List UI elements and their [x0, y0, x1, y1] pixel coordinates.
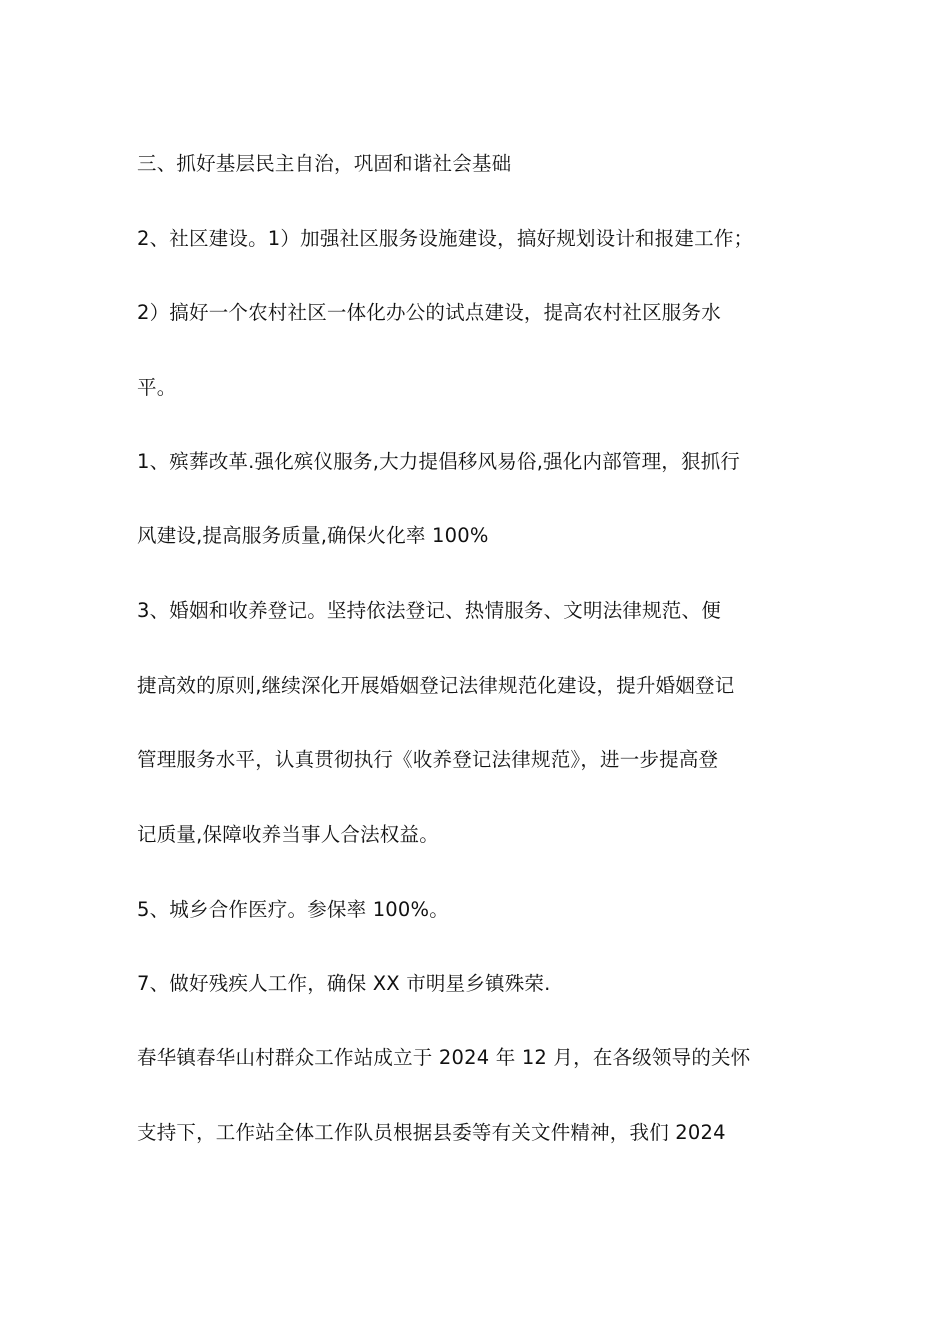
- paragraph-line: 支持下，工作站全体工作队员根据县委等有关文件精神，我们 2024: [137, 1121, 726, 1144]
- paragraph-line: 2）搞好一个农村社区一体化办公的试点建设，提高农村社区服务水: [137, 301, 721, 324]
- paragraph-line: 管理服务水平，认真贯彻执行《收养登记法律规范》，进一步提高登: [137, 748, 719, 771]
- paragraph-line: 1、殡葬改革.强化殡仪服务,大力提倡移风易俗,强化内部管理，狠抓行: [137, 450, 741, 473]
- paragraph-line: 3、婚姻和收养登记。坚持依法登记、热情服务、文明法律规范、便: [137, 599, 721, 622]
- paragraph-line: 7、做好残疾人工作，确保 XX 市明星乡镇殊荣.: [137, 972, 551, 995]
- paragraph-line: 春华镇春华山村群众工作站成立于 2024 年 12 月，在各级领导的关怀: [137, 1046, 751, 1069]
- paragraph-line: 捷高效的原则,继续深化开展婚姻登记法律规范化建设，提升婚姻登记: [137, 674, 735, 697]
- paragraph-line: 2、社区建设。1）加强社区服务设施建设，搞好规划设计和报建工作；: [137, 227, 754, 250]
- paragraph-line: 记质量,保障收养当事人合法权益。: [137, 823, 439, 846]
- section-heading: 三、抓好基层民主自治，巩固和谐社会基础: [137, 152, 512, 175]
- paragraph-line: 5、城乡合作医疗。参保率 100%。: [137, 898, 449, 921]
- paragraph-line: 平。: [137, 376, 177, 399]
- paragraph-line: 风建设,提高服务质量,确保火化率 100%: [137, 524, 489, 547]
